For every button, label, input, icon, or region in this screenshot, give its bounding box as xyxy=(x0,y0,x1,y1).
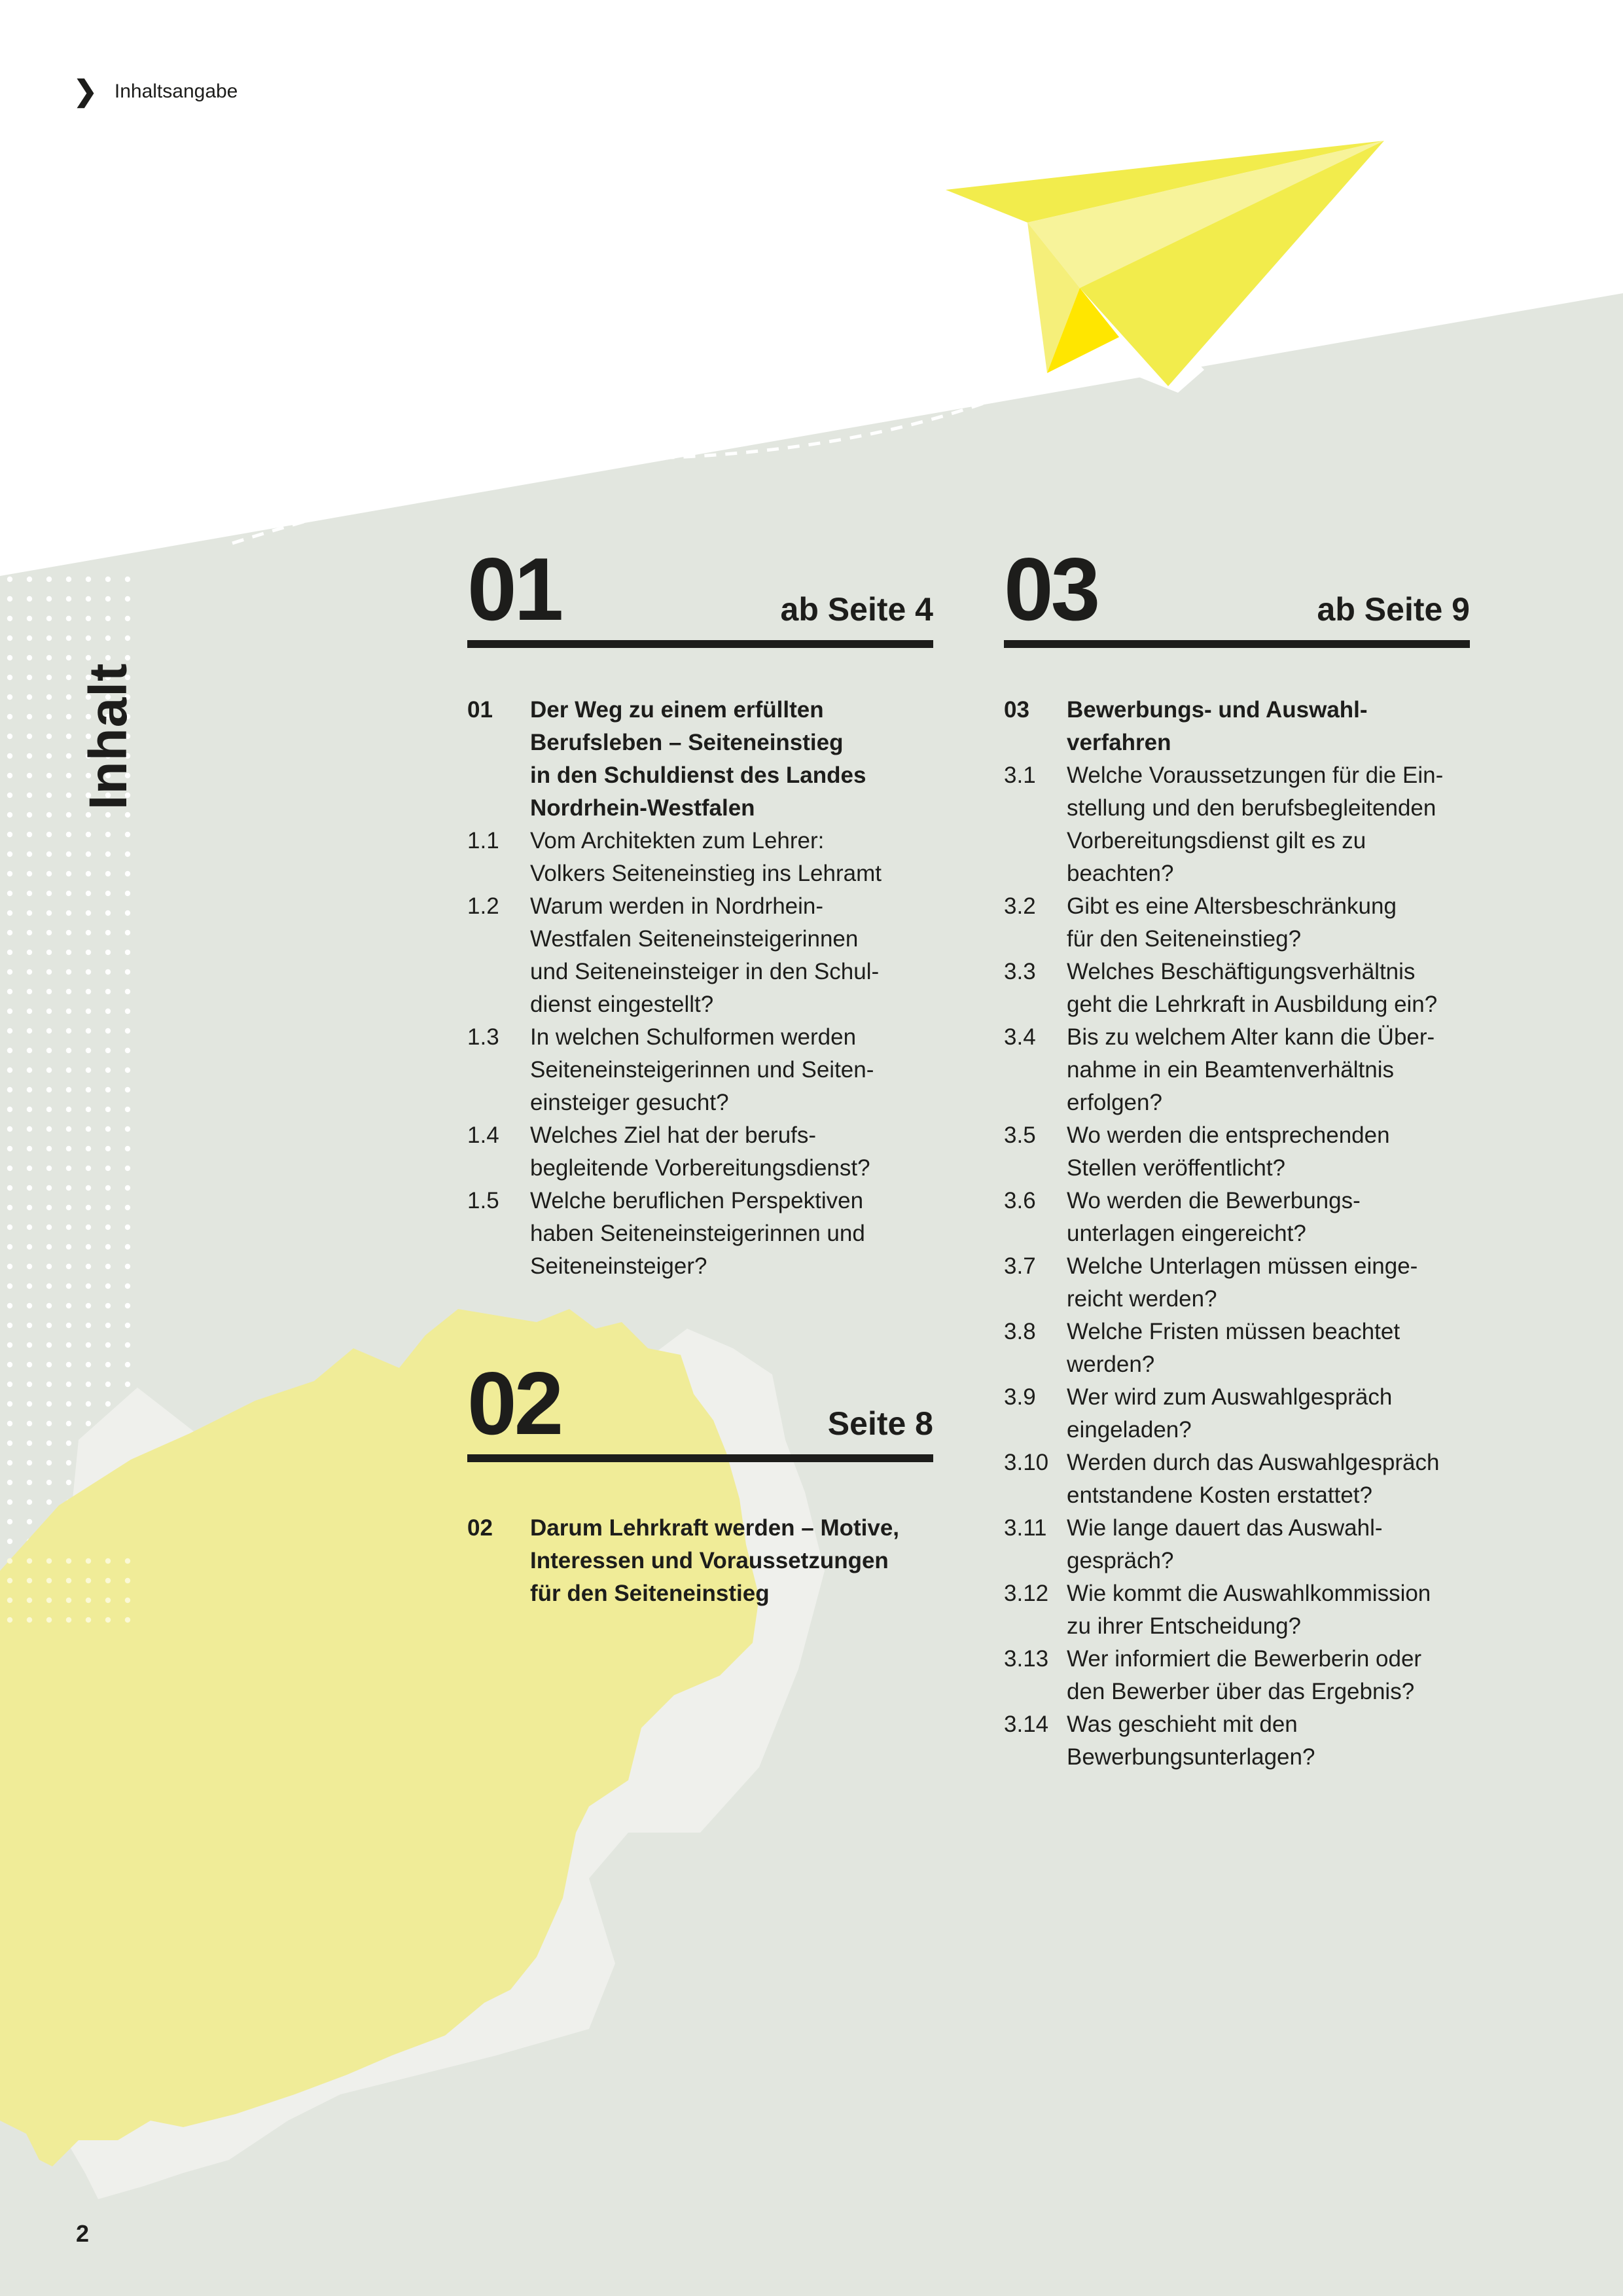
toc-entry-title xyxy=(530,694,933,825)
toc-entry[interactable] xyxy=(1004,1185,1470,1250)
toc-entry-line: den Bewerber über das Ergebnis? xyxy=(1067,1679,1415,1704)
section-rule xyxy=(1004,640,1470,648)
section-01-header xyxy=(467,539,933,648)
toc-entry-title xyxy=(1067,1512,1470,1577)
toc-entry-line: verfahren xyxy=(1067,730,1171,755)
toc-entry[interactable] xyxy=(1004,956,1470,1021)
toc-entry-number: 3.13 xyxy=(1004,1646,1049,1672)
toc-entry-line: beachten? xyxy=(1067,861,1174,886)
toc-entry[interactable] xyxy=(1004,1708,1470,1774)
toc-entry-number: 1.5 xyxy=(467,1188,499,1213)
toc-chapter-heading[interactable] xyxy=(1004,694,1470,759)
page-number: 2 xyxy=(76,2220,90,2247)
toc-entry-line: Westfalen Seiteneinsteigerinnen xyxy=(530,926,859,952)
toc-entry-title xyxy=(1067,1185,1470,1250)
toc-entry-title xyxy=(1067,1643,1470,1708)
toc-entry[interactable] xyxy=(1004,1643,1470,1708)
toc-entry[interactable] xyxy=(467,890,933,1021)
toc-entry-line: Vom Architekten zum Lehrer: xyxy=(530,828,825,853)
toc-entry-title xyxy=(1067,1250,1470,1316)
toc-entry-number: 3.1 xyxy=(1004,762,1036,788)
toc-entry-line: Gibt es eine Altersbeschränkung xyxy=(1067,893,1397,919)
toc-entry-title xyxy=(1067,1708,1470,1774)
toc-entry-number: 3.3 xyxy=(1004,959,1036,984)
toc-entry-line: Berufsleben – Seiteneinstieg xyxy=(530,730,844,755)
toc-entry[interactable] xyxy=(467,1185,933,1283)
toc-entry-number: 3.4 xyxy=(1004,1024,1036,1050)
toc-entry-title xyxy=(1067,1446,1470,1512)
toc-entry-number: 3.7 xyxy=(1004,1253,1036,1279)
toc-entry-title xyxy=(1067,759,1470,890)
toc-entry-line: für den Seiteneinstieg xyxy=(530,1581,770,1606)
toc-entry[interactable] xyxy=(1004,759,1470,890)
toc-entry-line: eingeladen? xyxy=(1067,1417,1192,1443)
toc-entry-line: nahme in ein Beamtenverhältnis xyxy=(1067,1057,1395,1083)
toc-entry-line: in den Schuldienst des Landes xyxy=(530,762,866,788)
toc-entry-title xyxy=(1067,1021,1470,1119)
toc-entry-line: Warum werden in Nordrhein- xyxy=(530,893,824,919)
toc-entry-line: Welche beruflichen Perspektiven xyxy=(530,1188,864,1213)
toc-entry-line: Stellen veröffentlicht? xyxy=(1067,1155,1286,1181)
toc-entry[interactable] xyxy=(467,1021,933,1119)
toc-entry[interactable] xyxy=(1004,1250,1470,1316)
toc-entry-number: 3.8 xyxy=(1004,1319,1036,1344)
toc-entry-line: reicht werden? xyxy=(1067,1286,1217,1312)
toc-entry-line: Volkers Seiteneinstieg ins Lehramt xyxy=(530,861,882,886)
toc-chapter-heading[interactable] xyxy=(467,694,933,825)
toc-entry-line: geht die Lehrkraft in Ausbildung ein? xyxy=(1067,992,1438,1017)
toc-entry-title xyxy=(530,1512,933,1610)
toc-entry-line: Wo werden die entsprechenden xyxy=(1067,1122,1390,1148)
toc-entry-number: 3.11 xyxy=(1004,1515,1047,1541)
toc-entry-title xyxy=(1067,1577,1470,1643)
toc-entry-number: 3.10 xyxy=(1004,1450,1049,1475)
vertical-title xyxy=(77,655,140,818)
section-02-list xyxy=(467,1512,933,1610)
toc-entry-line: Seiteneinsteigerinnen und Seiten- xyxy=(530,1057,874,1083)
toc-entry-title xyxy=(1067,1316,1470,1381)
toc-entry-line: In welchen Schulformen werden xyxy=(530,1024,857,1050)
toc-entry-line: gespräch? xyxy=(1067,1548,1174,1573)
toc-entry[interactable] xyxy=(1004,1021,1470,1119)
toc-entry[interactable] xyxy=(1004,1119,1470,1185)
toc-entry[interactable] xyxy=(1004,1577,1470,1643)
toc-entry-line: Interessen und Voraussetzungen xyxy=(530,1548,889,1573)
section-page-ref: ab Seite 4 xyxy=(780,591,933,628)
dotted-strip-on-map xyxy=(0,1558,144,1623)
section-rule xyxy=(467,640,933,648)
toc-entry-line: unterlagen eingereicht? xyxy=(1067,1221,1306,1246)
toc-entry-line: Wie lange dauert das Auswahl- xyxy=(1067,1515,1383,1541)
toc-entry-line: Welches Ziel hat der berufs- xyxy=(530,1122,817,1148)
toc-entry-title xyxy=(1067,1119,1470,1185)
toc-entry[interactable] xyxy=(1004,1512,1470,1577)
vertical-title-text: Inhalt xyxy=(79,662,138,810)
toc-entry-line: dienst eingestellt? xyxy=(530,992,714,1017)
toc-entry-number: 03 xyxy=(1004,697,1029,723)
toc-entry-line: Welche Voraussetzungen für die Ein- xyxy=(1067,762,1444,788)
toc-entry[interactable] xyxy=(1004,1381,1470,1446)
toc-entry-line: und Seiteneinsteiger in den Schul- xyxy=(530,959,880,984)
toc-entry-line: werden? xyxy=(1067,1352,1155,1377)
toc-entry[interactable] xyxy=(1004,1446,1470,1512)
toc-entry-line: Wie kommt die Auswahlkommission xyxy=(1067,1581,1431,1606)
toc-entry-line: Seiteneinsteiger? xyxy=(530,1253,707,1279)
toc-entry-title xyxy=(530,1021,933,1119)
section-01-list xyxy=(467,694,933,1283)
toc-entry-line: Der Weg zu einem erfüllten xyxy=(530,697,824,723)
toc-entry-number: 01 xyxy=(467,697,493,723)
toc-entry[interactable] xyxy=(467,825,933,890)
toc-entry-line: Bewerbungs- und Auswahl- xyxy=(1067,697,1368,723)
toc-entry-line: Welche Fristen müssen beachtet xyxy=(1067,1319,1400,1344)
section-number: 02 xyxy=(467,1354,562,1453)
section-page-ref: ab Seite 9 xyxy=(1317,591,1470,628)
toc-entry-line: einsteiger gesucht? xyxy=(530,1090,729,1115)
toc-entry-number: 1.2 xyxy=(467,893,499,919)
toc-entry-number: 02 xyxy=(467,1515,493,1541)
toc-entry-line: Vorbereitungsdienst gilt es zu xyxy=(1067,828,1366,853)
toc-entry-title xyxy=(1067,694,1470,759)
toc-entry-number: 3.9 xyxy=(1004,1384,1036,1410)
toc-entry-number: 3.5 xyxy=(1004,1122,1036,1148)
toc-entry-title xyxy=(530,1119,933,1185)
toc-entry-title xyxy=(530,890,933,1021)
toc-entry-title xyxy=(1067,1381,1470,1446)
toc-entry-number: 3.12 xyxy=(1004,1581,1049,1606)
toc-entry-line: Nordrhein-Westfalen xyxy=(530,795,755,821)
toc-entry-number: 3.2 xyxy=(1004,893,1036,919)
toc-entry-line: erfolgen? xyxy=(1067,1090,1162,1115)
toc-chapter-heading[interactable] xyxy=(467,1512,933,1610)
section-03-list xyxy=(1004,694,1470,1774)
toc-entry-number: 1.1 xyxy=(467,828,499,853)
toc-entry-line: Bewerbungsunterlagen? xyxy=(1067,1744,1315,1770)
toc-entry-line: begleitende Vorbereitungsdienst? xyxy=(530,1155,870,1181)
toc-entry-line: haben Seiteneinsteigerinnen und xyxy=(530,1221,865,1246)
toc-entry-number: 1.4 xyxy=(467,1122,499,1148)
section-rule xyxy=(467,1454,933,1462)
toc-entry[interactable] xyxy=(1004,890,1470,956)
toc-entry[interactable] xyxy=(467,1119,933,1185)
toc-entry-line: stellung und den berufsbegleitenden xyxy=(1067,795,1436,821)
toc-entry-line: Welche Unterlagen müssen einge- xyxy=(1067,1253,1418,1279)
section-02-header xyxy=(467,1354,933,1462)
toc-entry-line: zu ihrer Entscheidung? xyxy=(1067,1613,1301,1639)
toc-entry-line: entstandene Kosten erstattet? xyxy=(1067,1482,1372,1508)
toc-entry-line: für den Seiteneinstieg? xyxy=(1067,926,1302,952)
toc-entry-title xyxy=(1067,890,1470,956)
toc-entry-line: Werden durch das Auswahlgespräch xyxy=(1067,1450,1440,1475)
toc-entry-line: Bis zu welchem Alter kann die Über- xyxy=(1067,1024,1435,1050)
section-number: 01 xyxy=(467,539,562,639)
toc-entry-number: 3.6 xyxy=(1004,1188,1036,1213)
toc-entry-line: Darum Lehrkraft werden – Motive, xyxy=(530,1515,900,1541)
toc-entry-line: Wer informiert die Bewerberin oder xyxy=(1067,1646,1422,1672)
chevron-right-icon: ❯ xyxy=(73,75,98,107)
toc-entry[interactable] xyxy=(1004,1316,1470,1381)
toc-entry-line: Wo werden die Bewerbungs- xyxy=(1067,1188,1361,1213)
toc-entry-title xyxy=(1067,956,1470,1021)
toc-entry-title xyxy=(530,825,933,890)
toc-entry-line: Was geschieht mit den xyxy=(1067,1712,1298,1737)
toc-entry-number: 3.14 xyxy=(1004,1712,1049,1737)
toc-entry-line: Welches Beschäftigungsverhältnis xyxy=(1067,959,1416,984)
section-page-ref: Seite 8 xyxy=(827,1405,933,1442)
section-03-header xyxy=(1004,539,1470,648)
toc-entry-number: 1.3 xyxy=(467,1024,499,1050)
breadcrumb xyxy=(73,77,238,106)
toc-entry-title xyxy=(530,1185,933,1283)
toc-entry-line: Wer wird zum Auswahlgespräch xyxy=(1067,1384,1393,1410)
section-number: 03 xyxy=(1004,539,1098,639)
breadcrumb-label: Inhaltsangabe xyxy=(114,81,238,102)
